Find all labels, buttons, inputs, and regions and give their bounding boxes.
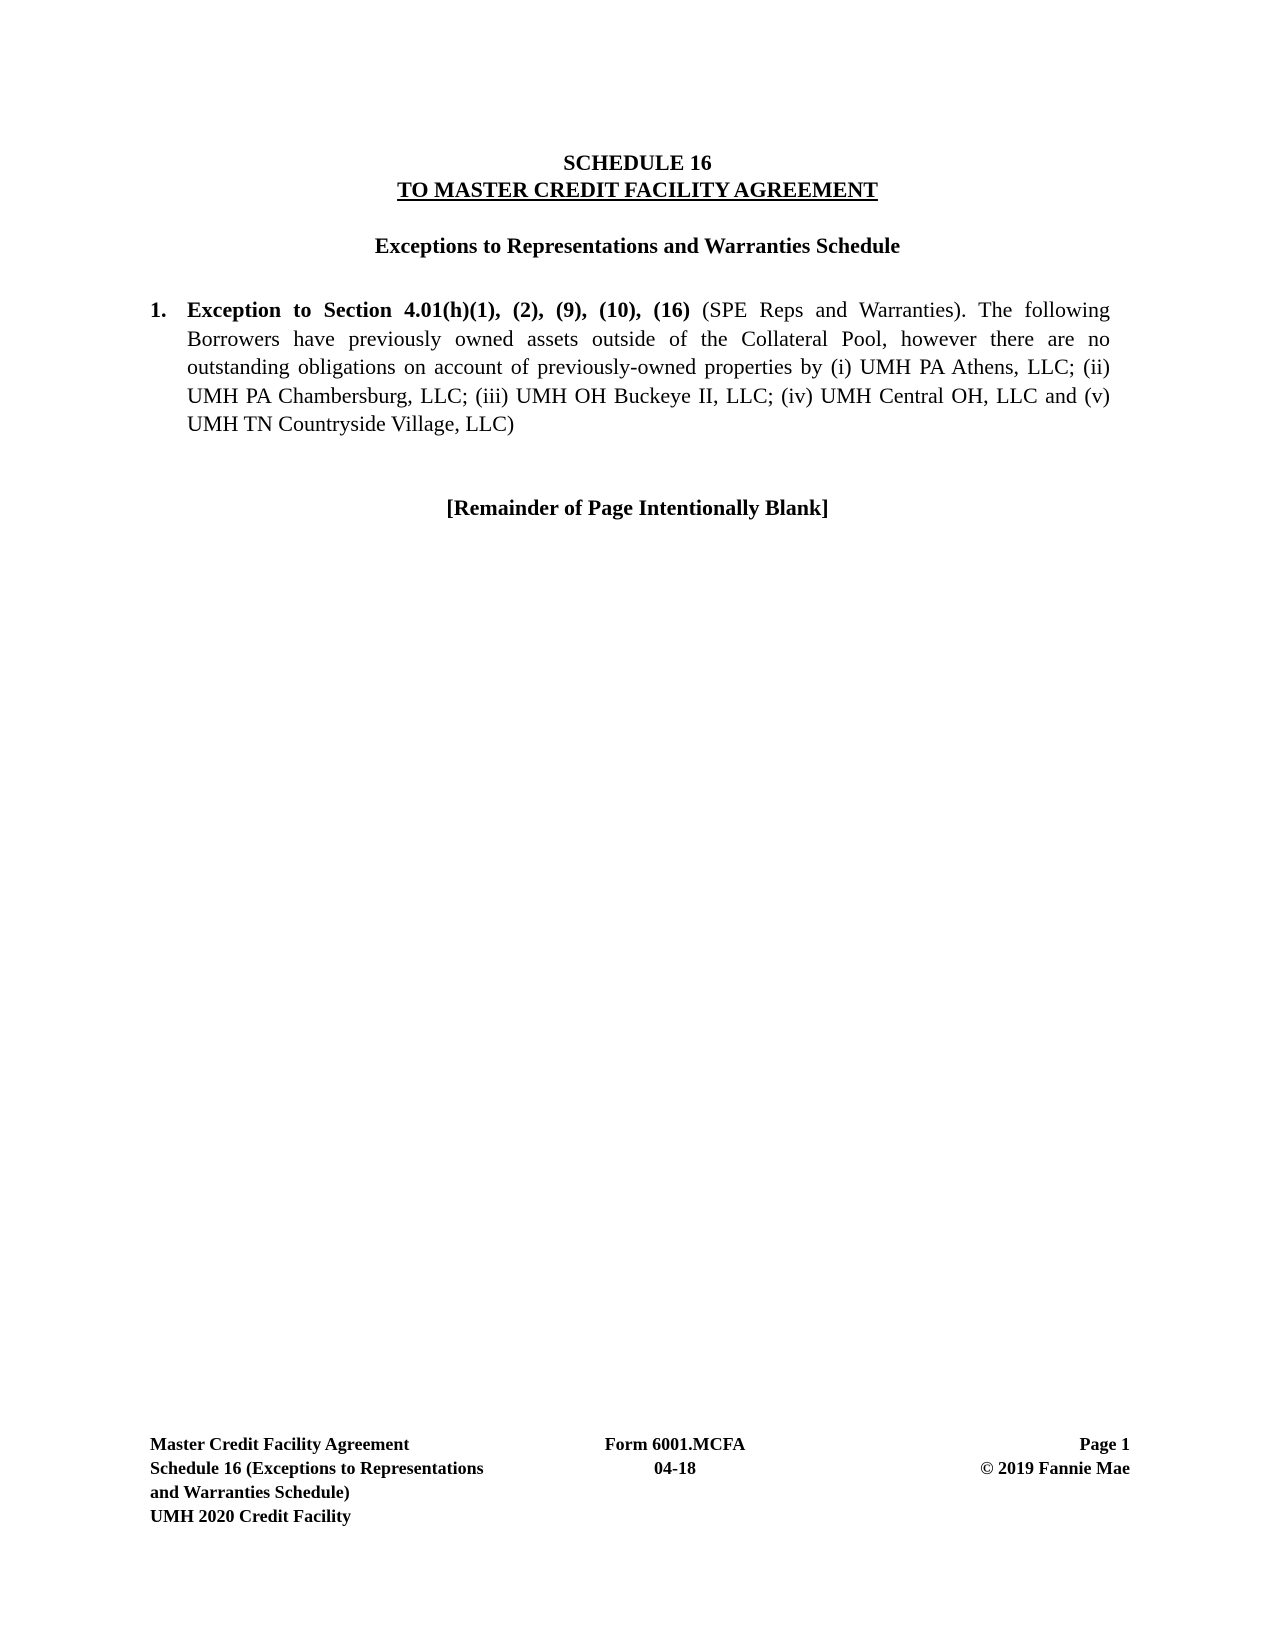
schedule-title-agreement (0, 176, 1275, 203)
footer-form-date: 04-18 (654, 1458, 696, 1478)
footer-schedule-name: Schedule 16 (Exceptions to Representations (150, 1458, 484, 1478)
footer-facility-name: UMH 2020 Credit Facility (150, 1506, 352, 1526)
exception-item-body (187, 296, 1110, 439)
footer-left (150, 1432, 570, 1528)
exception-item-text: (SPE Reps and Warranties). The following Borrowers have previously owned assets outside of the Collateral Pool, however there are no outstanding obligations on account of previously-owned properties by (i) UMH PA Athens, LLC; (ii) UMH PA Chambersburg, LLC; (iii) UMH OH Buckeye II, LLC; (iv) UMH Central OH, LLC and (v) UMH TN Countryside Village, LLC) (187, 297, 1110, 436)
footer-agreement-name: Master Credit Facility Agreement (150, 1434, 410, 1454)
exception-item-lead: Exception to Section 4.01(h)(1), (2), (9), (10), (16) (187, 297, 691, 322)
footer-schedule-name-cont: and Warranties Schedule) (150, 1482, 350, 1502)
schedule-subtitle: Exceptions to Representations and Warranties Schedule (374, 233, 901, 258)
footer-page-number: Page 1 (1079, 1434, 1130, 1454)
exception-item (150, 296, 1110, 439)
footer-copyright: © 2019 Fannie Mae (980, 1458, 1130, 1478)
schedule-title: SCHEDULE 16 (563, 150, 712, 175)
remainder-blank-note: [Remainder of Page Intentionally Blank] (446, 495, 829, 520)
exception-item-number: 1. (150, 297, 167, 322)
footer-form-number: Form 6001.MCFA (604, 1434, 746, 1454)
footer-center (575, 1432, 775, 1480)
footer-right (880, 1432, 1130, 1480)
schedule-title-agreement-text: TO MASTER CREDIT FACILITY AGREEMENT (397, 177, 878, 202)
